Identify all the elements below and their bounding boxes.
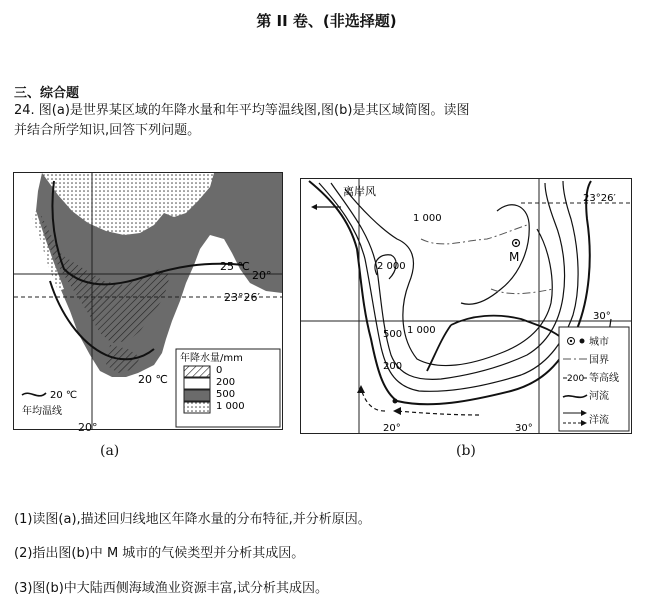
- river-1: [451, 316, 563, 339]
- figure-b-legend: [559, 327, 629, 431]
- lat2326-label-b: 23°26′: [583, 193, 616, 204]
- coastline: [309, 181, 591, 404]
- contour-1000: [345, 189, 552, 366]
- section-title: 三、综合题: [14, 86, 80, 101]
- iso25-label: 25 ℃: [220, 260, 250, 273]
- legend-border: 国界: [589, 355, 609, 366]
- subquestion-3: (3)图(b)中大陆西侧海域渔业资源丰富,试分析其成因。: [14, 581, 328, 596]
- figure-b-caption: (b): [456, 443, 476, 459]
- figure-b-map: [301, 179, 631, 433]
- legend-current: 洋流: [589, 415, 609, 426]
- contour-1000-label-a: 1 000: [413, 213, 442, 224]
- iso-legend-label: 年均温线: [22, 406, 62, 417]
- subquestion-1: (1)读图(a),描述回归线地区年降水量的分布特征,并分析原因。: [14, 512, 371, 527]
- figure-a-map: [14, 173, 282, 429]
- precip-legend: [176, 349, 280, 427]
- precip-1000: 1 000: [216, 401, 245, 412]
- question-line-2: 并结合所学知识,回答下列问题。: [14, 123, 201, 138]
- precip-500: 500: [216, 389, 236, 400]
- exam-part-title: 第 II 卷、(非选择题): [256, 12, 397, 30]
- iso20-label: 20 ℃: [138, 373, 168, 386]
- figure-a: [13, 172, 283, 430]
- fig-a-lon20: 20°: [78, 421, 98, 434]
- city-m-label: M: [509, 250, 520, 264]
- lat20-label: 20°: [252, 269, 272, 282]
- wind-label: 离岸风: [343, 185, 376, 198]
- lat2326-label: 23°26′: [224, 291, 260, 304]
- figure-b: [300, 178, 632, 434]
- current-south: [397, 411, 479, 415]
- figure-a-caption: (a): [100, 443, 120, 459]
- legend-contour: 等高线: [589, 373, 619, 384]
- isotherm-legend: [22, 390, 77, 417]
- contour-500-label: 500: [383, 329, 403, 340]
- city-dot: [393, 399, 398, 404]
- precip-legend-title: 年降水量/mm: [180, 353, 243, 364]
- iso-legend-value: 20 ℃: [50, 390, 78, 401]
- precip-200: 200: [216, 377, 236, 388]
- contour-200-label: 200: [383, 361, 403, 372]
- contour-1000-label-b: 1 000: [407, 325, 436, 336]
- contour-2000-label: 2 000: [377, 261, 406, 272]
- lat30-label: 30°: [593, 311, 611, 322]
- precip-0: 0: [216, 365, 223, 376]
- legend-contour-value: 200: [567, 374, 585, 384]
- question-line-1: 24. 图(a)是世界某区域的年降水量和年平均等温线图,图(b)是其区域简图。读图: [14, 103, 470, 118]
- lon30-label: 30°: [515, 423, 533, 433]
- legend-river: 河流: [589, 391, 609, 402]
- lon20-label-b: 20°: [383, 423, 401, 433]
- border-1: [421, 225, 527, 244]
- legend-city: 城市: [589, 337, 609, 348]
- subquestion-2: (2)指出图(b)中 M 城市的气候类型并分析其成因。: [14, 546, 305, 561]
